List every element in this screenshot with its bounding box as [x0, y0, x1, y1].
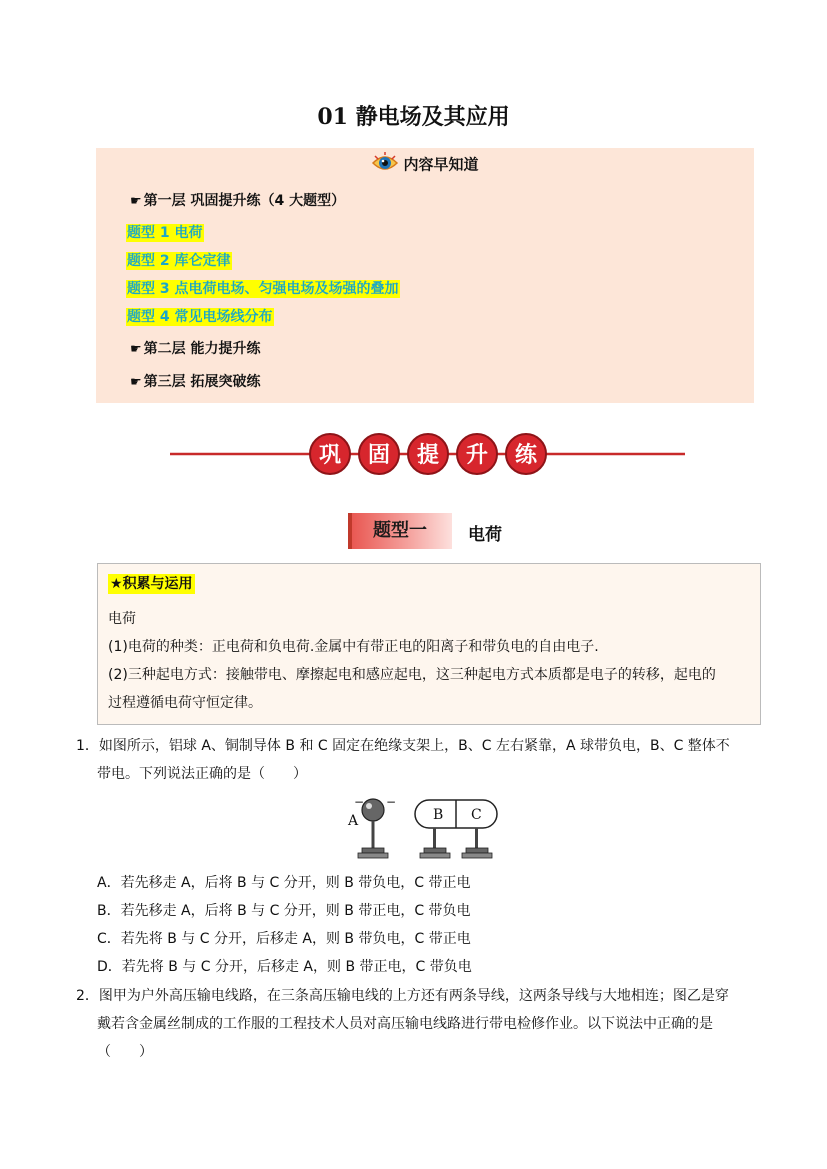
- knowledge-box: [97, 563, 761, 725]
- star-icon: ★: [110, 576, 123, 592]
- charge-apparatus-figure: [342, 792, 502, 860]
- banner-char-5: 练: [514, 443, 538, 468]
- question-1-option-c: C．若先将 B 与 C 分开，后移走 A，则 B 带负电，C 带正电: [97, 931, 471, 947]
- minus-sign: −: [386, 795, 397, 809]
- label-c: C: [471, 807, 482, 823]
- section-banner: [170, 432, 685, 476]
- question-1-stem-line-2: 带电。下列说法正确的是（ ）: [97, 766, 307, 782]
- knowledge-line-4: 过程遵循电荷守恒定律。: [108, 695, 262, 711]
- label-b: B: [433, 807, 444, 823]
- toc-item-4: 题型 4 常见电场线分布: [127, 309, 273, 325]
- section-name: 电荷: [468, 525, 502, 545]
- question-2-stem-line-2: 戴若含金属丝制成的工作服的工程技术人员对高压输电线路进行带电检修作业。以下说法中正确的是: [97, 1016, 713, 1032]
- toc-item-1: 题型 1 电荷: [127, 225, 203, 241]
- banner-badge-3: [408, 434, 448, 474]
- question-1-stem-line-1: 1．如图所示，铝球 A、铜制导体 B 和 C 固定在绝缘支架上，B、C 左右紧靠，A 球带负电，B、C 整体不: [76, 738, 730, 754]
- toc-layer-3: [130, 371, 261, 391]
- banner-char-3: 提: [416, 443, 440, 468]
- question-1-option-b: B．若先移走 A，后将 B 与 C 分开，则 B 带正电，C 带负电: [97, 903, 471, 919]
- label-a: A: [348, 813, 359, 829]
- knowledge-line-3: (2)三种起电方式：接触带电、摩擦起电和感应起电，这三种起电方式本质都是电子的转移，起电的: [108, 667, 716, 683]
- pointing-hand-icon: ☛: [130, 194, 142, 209]
- pointing-hand-icon: ☛: [130, 342, 142, 357]
- knowledge-line-1: 电荷: [108, 611, 136, 627]
- knowledge-tag: [108, 574, 195, 594]
- toc-layer-2: [130, 338, 261, 358]
- toc-box: [96, 148, 754, 403]
- banner-char-1: 巩: [318, 443, 342, 468]
- banner-badge-2: [359, 434, 399, 474]
- banner-char-4: 升: [465, 443, 489, 468]
- pointing-hand-icon: ☛: [130, 375, 142, 390]
- toc-item-2: 题型 2 库仑定律: [127, 253, 231, 269]
- banner-char-2: 固: [367, 443, 391, 468]
- conductor-bc: [415, 800, 497, 858]
- knowledge-line-2: (1)电荷的种类：正电荷和负电荷.金属中有带正电的阳离子和带负电的自由电子.: [108, 639, 599, 655]
- eye-icon: [371, 152, 399, 178]
- section-tag: 题型一: [348, 513, 452, 549]
- toc-layer-1-label: 第一层 巩固提升练（4 大题型）: [143, 193, 346, 209]
- banner-badge-4: [457, 434, 497, 474]
- question-1-option-a: A．若先移走 A，后将 B 与 C 分开，则 B 带负电，C 带正电: [97, 875, 471, 891]
- toc-layer-2-label: 第二层 能力提升练: [143, 341, 261, 357]
- banner-badge-5: [506, 434, 546, 474]
- toc-layer-3-label: 第三层 拓展突破练: [143, 374, 261, 390]
- minus-sign: −: [354, 795, 365, 809]
- question-1-option-d: D．若先将 B 与 C 分开，后移走 A，则 B 带正电，C 带负电: [97, 959, 472, 975]
- toc-layer-1: [130, 190, 345, 210]
- knowledge-tag-label: 积累与运用: [122, 576, 193, 592]
- question-2-stem-line-3: （ ）: [97, 1044, 153, 1060]
- toc-heading-text: 内容早知道: [403, 155, 479, 174]
- page-title: 01 静电场及其应用: [317, 104, 510, 130]
- toc-heading: [96, 152, 754, 178]
- question-2-stem-line-1: 2．图甲为户外高压输电线路，在三条高压输电线的上方还有两条导线，这两条导线与大地相连；图乙是穿: [76, 988, 729, 1004]
- banner-badge-1: [310, 434, 350, 474]
- toc-item-3: 题型 3 点电荷电场、匀强电场及场强的叠加: [127, 281, 399, 297]
